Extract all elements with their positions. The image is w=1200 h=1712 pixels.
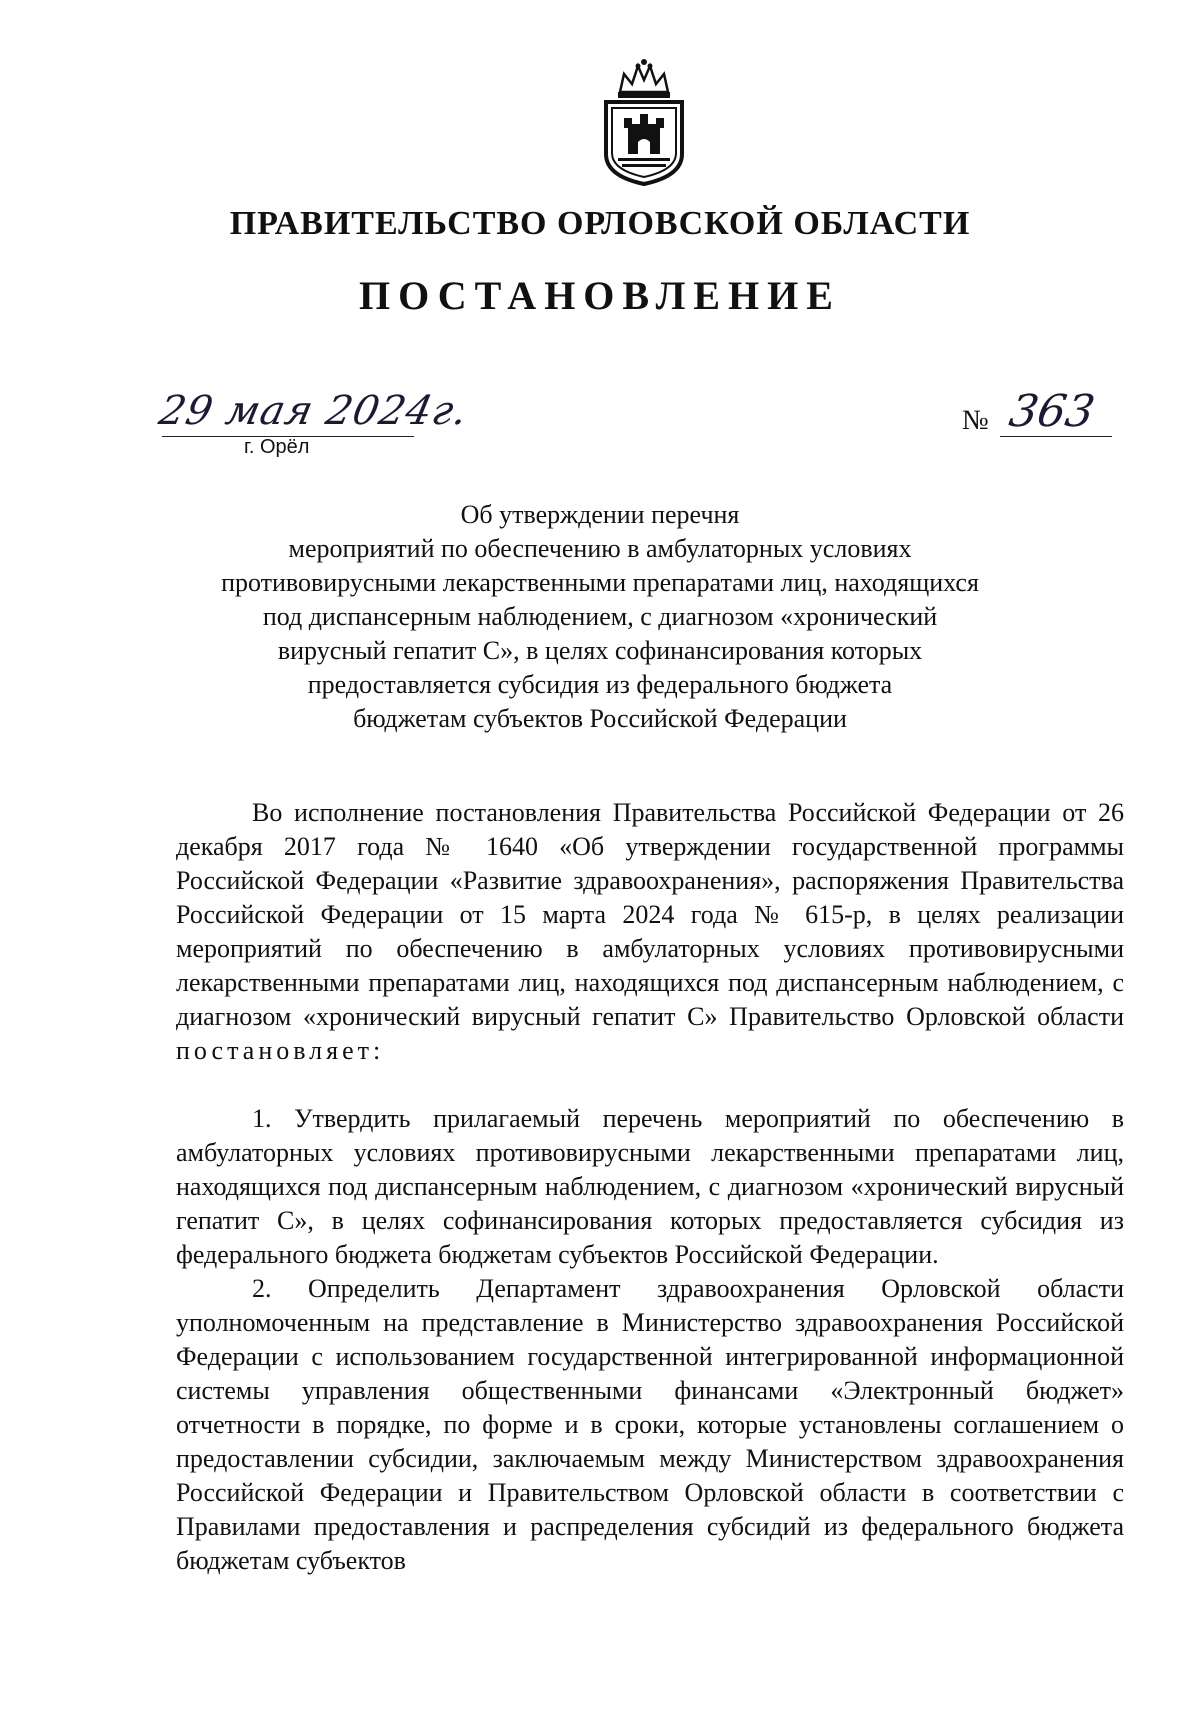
item-2-paragraph: 2. Определить Департамент здравоохранения Орловской области уполномоченным на представление в Министерство здравоохранения Российской Федерации с использованием государственной интегрированной информационной системы управления общественными финансами «Электронный бюджет» отчетности в порядке, по форме и в сроки, которые установлены соглашением о предоставлении субсидии, заключаемым между Министерством здравоохранения Российской Федерации и Правительством Орловской области в соответствии с Правилами предоставления и распределения субсидий из федерального бюджета бюджетам субъектов <box>176 1274 1124 1575</box>
government-name: ПРАВИТЕЛЬСТВО ОРЛОВСКОЙ ОБЛАСТИ <box>229 205 971 242</box>
item-1-paragraph: 1. Утвердить прилагаемый перечень мероприятий по обеспечению в амбулаторных условиях противовирусными лекарственными препаратами лиц, находящихся под диспансерным наблюдением, с диагнозом «хронический вирусный гепатит С», в целях софинансирования которых предоставляется субсидия из федерального бюджета бюджетам субъектов Российской Федерации. <box>176 1104 1124 1269</box>
title-line: бюджетам субъектов Российской Федерации <box>353 704 847 733</box>
document-type: ПОСТАНОВЛЕНИЕ <box>359 273 841 318</box>
number-label: № <box>962 405 989 436</box>
preamble-paragraph <box>176 796 1124 1068</box>
title-line: предоставляется субсидия из федерального бюджета <box>307 670 893 699</box>
handwritten-number: 363 <box>1005 386 1099 437</box>
decree-body <box>176 796 1124 1578</box>
paragraph-gap <box>176 1068 1124 1102</box>
title-line: под диспансерным наблюдением, с диагнозом «хронический <box>262 602 938 631</box>
decides-word: постановляет: <box>176 1036 385 1065</box>
number-underline <box>1000 436 1112 437</box>
title-line: мероприятий по обеспечению в амбулаторных условиях <box>288 534 912 563</box>
coat-of-arms-emblem <box>598 58 690 188</box>
city-label: г. Орёл <box>244 436 310 458</box>
handwritten-date: 29 мая 2024г. <box>155 388 473 434</box>
title-line: противовирусными лекарственными препаратами лиц, находящихся <box>221 568 979 597</box>
preamble-text: Во исполнение постановления Правительства Российской Федерации от 26 декабря 2017 года № 1640 «Об утверждении государственной программы Российской Федерации «Развитие здравоохранения», распоряжения Правительства Российской Федерации от 15 марта 2024 года № 615-р, в целях реализации мероприятий по обеспечению в амбулаторных условиях противовирусными лекарственными препаратами лиц, находящихся под диспансерным наблюдением, с диагнозом «хронический вирусный гепатит С» Правительство Орловской области <box>176 798 1124 1031</box>
title-line: вирусный гепатит С», в целях софинансирования которых <box>277 636 923 665</box>
decree-title <box>150 498 1050 736</box>
title-line: Об утверждении перечня <box>460 500 740 529</box>
